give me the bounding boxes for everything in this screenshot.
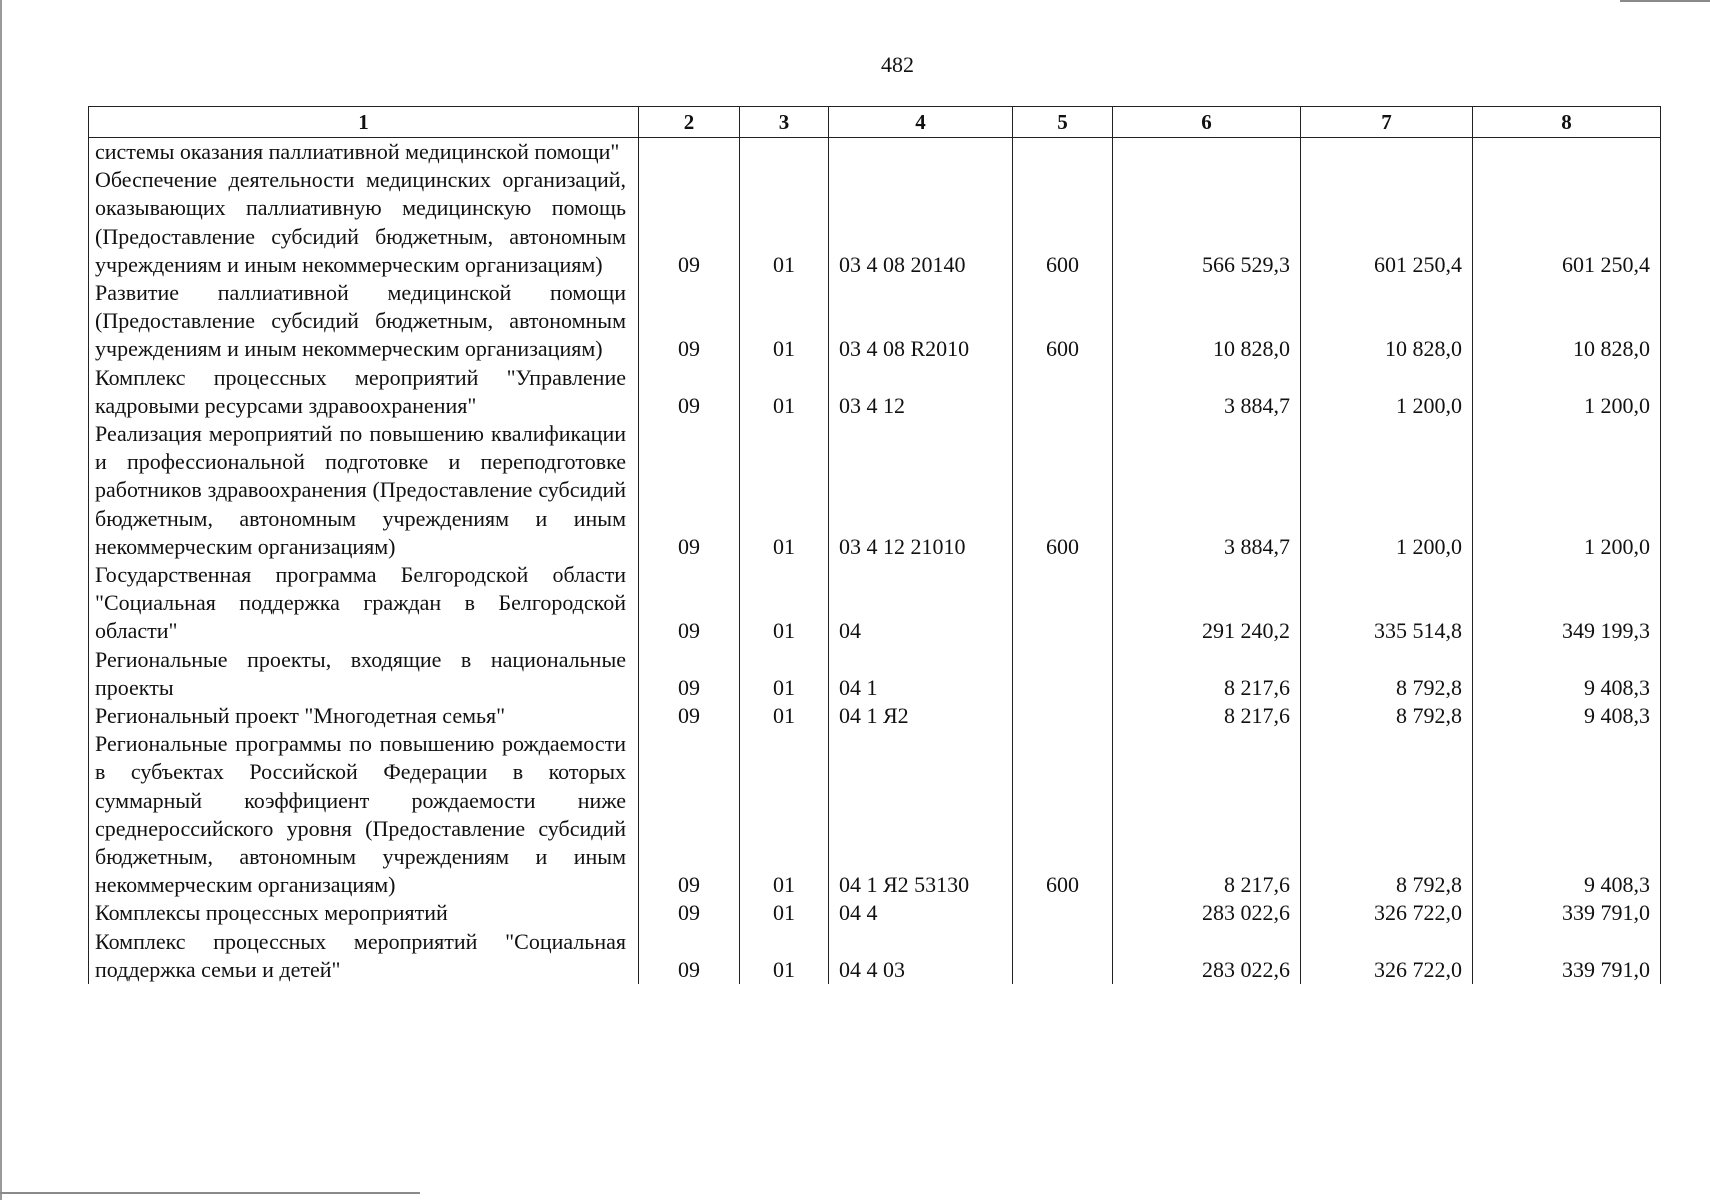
table-row <box>89 730 1661 899</box>
row-name-cell: Развитие паллиативной медицинской помощи (Предоставление субсидий бюджетным, автономным учреждениям и иным некоммерческим организациям) <box>89 279 639 364</box>
row-expense-type-cell <box>1013 364 1113 420</box>
table-row <box>89 420 1661 561</box>
row-expense-type-cell <box>1013 646 1113 702</box>
row-amount-col8-cell: 1 200,0 <box>1473 364 1661 420</box>
row-amount-col7-cell: 1 200,0 <box>1301 420 1473 561</box>
row-amount-col6-cell: 283 022,6 <box>1113 899 1301 927</box>
row-target-article-cell: 03 4 08 R2010 <box>829 279 1013 364</box>
row-name-cell: Региональные проекты, входящие в национальные проекты <box>89 646 639 702</box>
row-section-cell: 09 <box>639 561 740 646</box>
column-header-2: 2 <box>639 107 740 138</box>
row-amount-col6-cell <box>1113 138 1301 167</box>
row-expense-type-cell <box>1013 561 1113 646</box>
row-target-article-cell: 04 <box>829 561 1013 646</box>
row-name-cell: системы оказания паллиативной медицинской помощи" <box>89 138 639 167</box>
row-amount-col7-cell: 1 200,0 <box>1301 364 1473 420</box>
row-expense-type-cell <box>1013 702 1113 730</box>
row-subsection-cell: 01 <box>740 279 829 364</box>
column-header-3: 3 <box>740 107 829 138</box>
row-amount-col6-cell: 3 884,7 <box>1113 364 1301 420</box>
row-amount-col7-cell: 10 828,0 <box>1301 279 1473 364</box>
row-amount-col6-cell: 566 529,3 <box>1113 166 1301 279</box>
row-subsection-cell: 01 <box>740 899 829 927</box>
row-amount-col8-cell: 10 828,0 <box>1473 279 1661 364</box>
row-expense-type-cell <box>1013 138 1113 167</box>
column-header-4: 4 <box>829 107 1013 138</box>
row-name-cell: Комплекс процессных мероприятий "Социальная поддержка семьи и детей" <box>89 928 639 984</box>
row-section-cell: 09 <box>639 899 740 927</box>
row-subsection-cell: 01 <box>740 702 829 730</box>
row-amount-col6-cell: 10 828,0 <box>1113 279 1301 364</box>
scan-edge-top <box>1620 0 1710 2</box>
column-header-7: 7 <box>1301 107 1473 138</box>
row-section-cell: 09 <box>639 364 740 420</box>
row-expense-type-cell <box>1013 899 1113 927</box>
row-amount-col7-cell: 8 792,8 <box>1301 730 1473 899</box>
row-subsection-cell: 01 <box>740 364 829 420</box>
row-section-cell: 09 <box>639 730 740 899</box>
row-amount-col8-cell: 601 250,4 <box>1473 166 1661 279</box>
row-amount-col6-cell: 283 022,6 <box>1113 928 1301 984</box>
row-name-cell: Комплекс процессных мероприятий "Управление кадровыми ресурсами здравоохранения" <box>89 364 639 420</box>
row-name-cell: Региональные программы по повышению рождаемости в субъектах Российской Федерации в которых суммарный коэффициент рождаемости ниже среднероссийского уровня (Предоставление субсидий бюджетным, автономным учреждениям и иным некоммерческим организациям) <box>89 730 639 899</box>
row-amount-col8-cell: 339 791,0 <box>1473 899 1661 927</box>
row-subsection-cell: 01 <box>740 561 829 646</box>
row-target-article-cell <box>829 138 1013 167</box>
column-header-8: 8 <box>1473 107 1661 138</box>
row-amount-col8-cell: 339 791,0 <box>1473 928 1661 984</box>
row-amount-col6-cell: 8 217,6 <box>1113 702 1301 730</box>
row-target-article-cell: 04 1 Я2 <box>829 702 1013 730</box>
row-name-cell: Обеспечение деятельности медицинских организаций, оказывающих паллиативную медицинскую помощь (Предоставление субсидий бюджетным, автономным учреждениям и иным некоммерческим организациям) <box>89 166 639 279</box>
row-subsection-cell <box>740 138 829 167</box>
row-section-cell: 09 <box>639 279 740 364</box>
row-amount-col7-cell: 326 722,0 <box>1301 928 1473 984</box>
budget-table <box>88 106 1661 984</box>
table-row <box>89 899 1661 927</box>
row-name-cell: Комплексы процессных мероприятий <box>89 899 639 927</box>
row-subsection-cell: 01 <box>740 420 829 561</box>
row-amount-col8-cell <box>1473 138 1661 167</box>
table-row <box>89 702 1661 730</box>
row-amount-col7-cell: 335 514,8 <box>1301 561 1473 646</box>
row-amount-col8-cell: 9 408,3 <box>1473 702 1661 730</box>
table-row <box>89 279 1661 364</box>
row-amount-col8-cell: 349 199,3 <box>1473 561 1661 646</box>
row-target-article-cell: 03 4 12 <box>829 364 1013 420</box>
page-number: 482 <box>881 52 914 77</box>
table-header-row <box>89 107 1661 138</box>
row-name-cell: Государственная программа Белгородской области "Социальная поддержка граждан в Белгородской области" <box>89 561 639 646</box>
scan-edge-bottom <box>0 1192 420 1194</box>
row-subsection-cell: 01 <box>740 646 829 702</box>
row-amount-col7-cell: 8 792,8 <box>1301 702 1473 730</box>
table-row <box>89 166 1661 279</box>
row-target-article-cell: 04 4 03 <box>829 928 1013 984</box>
column-header-5: 5 <box>1013 107 1113 138</box>
row-section-cell: 09 <box>639 420 740 561</box>
row-name-cell: Региональный проект "Многодетная семья" <box>89 702 639 730</box>
scan-edge-left <box>0 0 2 1200</box>
row-expense-type-cell: 600 <box>1013 420 1113 561</box>
row-target-article-cell: 03 4 08 20140 <box>829 166 1013 279</box>
table-row <box>89 138 1661 167</box>
row-subsection-cell: 01 <box>740 166 829 279</box>
row-target-article-cell: 04 1 Я2 53130 <box>829 730 1013 899</box>
row-amount-col6-cell: 291 240,2 <box>1113 561 1301 646</box>
row-amount-col8-cell: 9 408,3 <box>1473 646 1661 702</box>
column-header-6: 6 <box>1113 107 1301 138</box>
row-subsection-cell: 01 <box>740 928 829 984</box>
row-target-article-cell: 03 4 12 21010 <box>829 420 1013 561</box>
row-expense-type-cell <box>1013 928 1113 984</box>
row-expense-type-cell: 600 <box>1013 730 1113 899</box>
row-amount-col7-cell: 326 722,0 <box>1301 899 1473 927</box>
table-row <box>89 561 1661 646</box>
row-amount-col6-cell: 3 884,7 <box>1113 420 1301 561</box>
row-amount-col8-cell: 1 200,0 <box>1473 420 1661 561</box>
row-section-cell: 09 <box>639 702 740 730</box>
row-subsection-cell: 01 <box>740 730 829 899</box>
row-section-cell: 09 <box>639 166 740 279</box>
row-expense-type-cell: 600 <box>1013 279 1113 364</box>
row-expense-type-cell: 600 <box>1013 166 1113 279</box>
row-name-cell: Реализация мероприятий по повышению квалификации и профессиональной подготовке и переподготовке работников здравоохранения (Предоставление субсидий бюджетным, автономным учреждениям и иным некоммерческим организациям) <box>89 420 639 561</box>
row-amount-col7-cell <box>1301 138 1473 167</box>
row-amount-col7-cell: 601 250,4 <box>1301 166 1473 279</box>
table-row <box>89 364 1661 420</box>
row-section-cell <box>639 138 740 167</box>
table-body <box>89 138 1661 985</box>
row-amount-col6-cell: 8 217,6 <box>1113 646 1301 702</box>
table-row <box>89 928 1661 984</box>
row-section-cell: 09 <box>639 646 740 702</box>
row-amount-col8-cell: 9 408,3 <box>1473 730 1661 899</box>
row-amount-col6-cell: 8 217,6 <box>1113 730 1301 899</box>
row-section-cell: 09 <box>639 928 740 984</box>
table-row <box>89 646 1661 702</box>
row-amount-col7-cell: 8 792,8 <box>1301 646 1473 702</box>
row-target-article-cell: 04 4 <box>829 899 1013 927</box>
column-header-1: 1 <box>89 107 639 138</box>
row-target-article-cell: 04 1 <box>829 646 1013 702</box>
